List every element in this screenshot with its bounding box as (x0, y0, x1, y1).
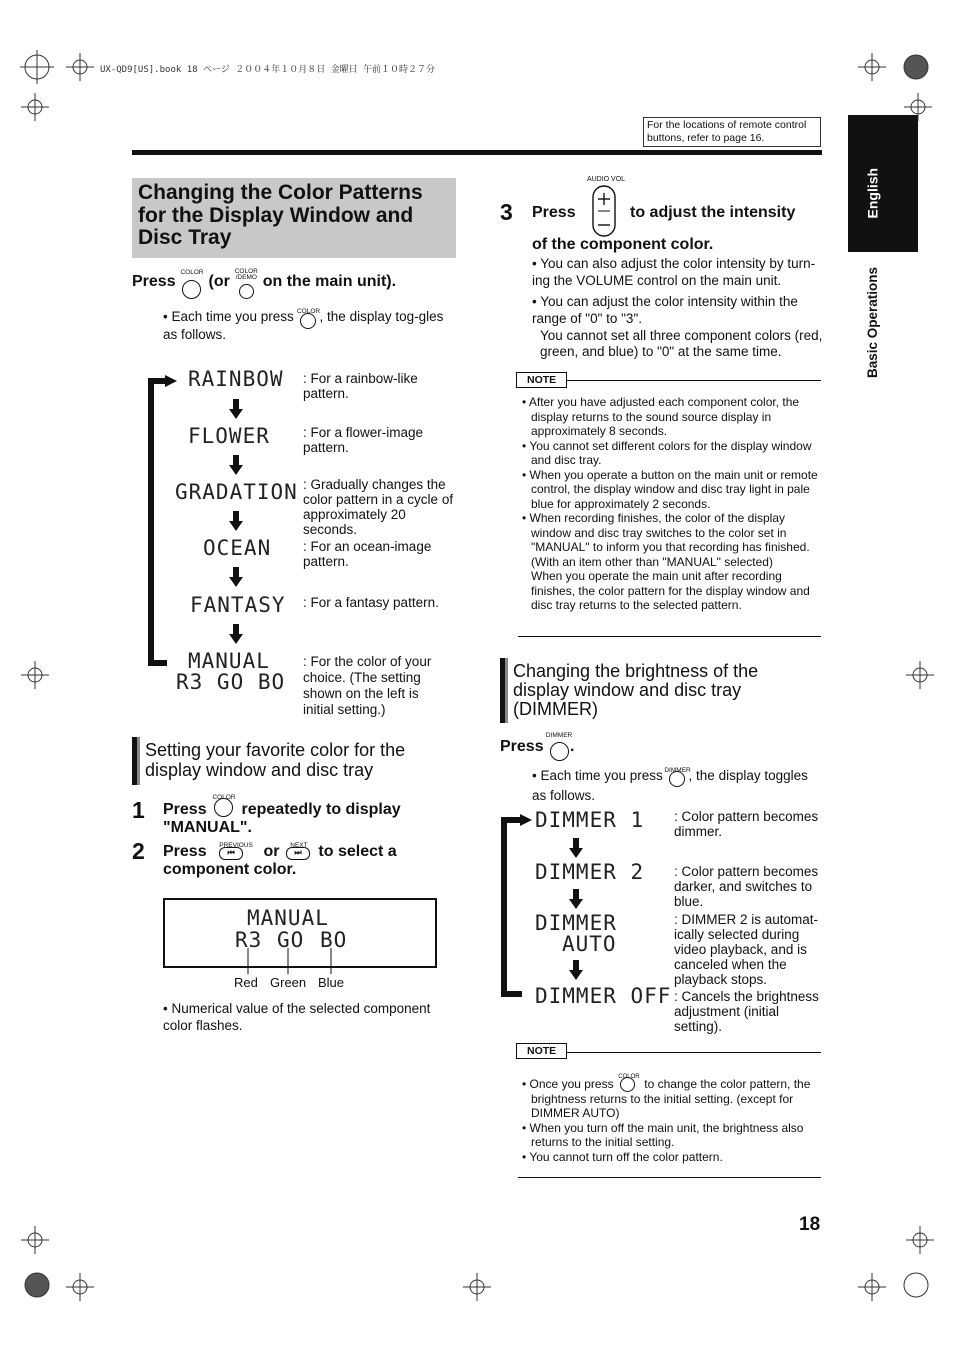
display-manual: MANUAL (247, 906, 329, 930)
down-arrow-icon (229, 624, 243, 644)
desc-flower: : For a flower-image pattern. (303, 425, 424, 455)
note-item: • You cannot set different colors for the display window and disc tray. (522, 438, 812, 467)
desc-manual: : For the color of your choice. (The setting shown on the left is initial setting.) (303, 654, 432, 717)
display-blue-value: BO (320, 928, 348, 952)
step3-press: Press (532, 204, 576, 221)
note-item: • Once you press COLOR to change the color pattern, the brightness returns to the initial setting. (except for DIMMER AUTO) (522, 1073, 811, 1121)
reference-box: For the locations of remote control buttons, refer to page 16. (643, 117, 821, 147)
color-button-icon (620, 1077, 635, 1092)
page-number: 18 (799, 1214, 821, 1235)
header-note: UX-QD9[US].book 18 ページ ２００４年１０月８日 金曜日 午前１０時２７分 (100, 65, 436, 75)
note-label: NOTE (516, 1043, 567, 1059)
desc-rainbow: : For a rainbow-like pattern. (303, 371, 418, 401)
bullet-dimmer-toggle: • Each time you press DIMMER , the display toggles as follows. (532, 767, 808, 803)
step3-bullet-3: You cannot set all three component colors (red, green, and blue) to "0" at the same time. (540, 328, 823, 359)
note-list (520, 1073, 820, 1164)
color-button-icon (300, 313, 316, 329)
down-arrow-icon (229, 399, 243, 419)
down-arrow-icon (229, 567, 243, 587)
desc-gradation: : Gradually changes the color pattern in a cycle of approximately 20 seconds. (303, 477, 454, 537)
step-number: 3 (500, 199, 513, 225)
lcd-dimmer-auto: DIMMER (535, 911, 617, 935)
desc-ocean: : For an ocean-image pattern. (303, 539, 432, 569)
display-green-value: GO (277, 928, 305, 952)
lcd-dimmer-2: DIMMER 2 (535, 860, 645, 884)
display-red-value: R3 (235, 928, 263, 952)
side-tab (848, 115, 918, 252)
down-arrow-icon (229, 455, 243, 475)
down-arrow-icon (569, 960, 583, 980)
subheading-bar (132, 737, 140, 785)
top-rule (132, 150, 822, 155)
note-item: When you operate the main unit after recording finishes, the color pattern for the display window and disc tray returns to the selected pattern. (531, 569, 810, 612)
bullet-numerical-value: • Numerical value of the selected component color flashes. (163, 1001, 431, 1033)
subheading-dimmer: Changing the brightness of the display window and disc tray (DIMMER) (513, 661, 759, 719)
down-arrow-icon (569, 838, 583, 858)
dimmer-cycle-loop-arrow (498, 814, 532, 998)
lcd-dimmer-1: DIMMER 1 (535, 808, 645, 832)
step3-text-cont: of the component color. (532, 236, 714, 253)
color-pointer-lines (230, 948, 360, 976)
lcd-rainbow: RAINBOW (188, 367, 284, 391)
step3-bullet-1: • You can also adjust the color intensity by turn-ing the VOLUME control on the main unit. (532, 256, 816, 288)
step1-instruction: Press COLOR repeatedly to display "MANUAL". (163, 794, 401, 836)
previous-button-icon: ⏮ (219, 847, 243, 860)
lcd-ocean: OCEAN (203, 536, 272, 560)
color-demo-button-icon (239, 284, 254, 299)
note-item: • When you operate a button on the main unit or remote control, the display window and disc tray light in pale blue for approximately 2 seconds. (522, 467, 818, 511)
desc-fantasy: : For a fantasy pattern. (303, 595, 439, 610)
label-red: Red (234, 975, 258, 990)
subheading-favorite-color: Setting your favorite color for the display window and disc tray (145, 740, 406, 780)
down-arrow-icon (229, 511, 243, 531)
lcd-manual: MANUAL (188, 649, 270, 673)
lcd-flower: FLOWER (188, 424, 270, 448)
label-green: Green (270, 975, 307, 990)
side-tab-language: English (864, 167, 881, 219)
step3-bullet-2: • You can adjust the color intensity within the range of "0" to "3". (532, 294, 798, 326)
note-label: NOTE (516, 372, 567, 388)
lcd-manual-values: R3 GO BO (176, 670, 286, 694)
cycle-loop-arrow (145, 375, 177, 667)
subheading-bar (500, 658, 508, 723)
note-item: • You cannot turn off the color pattern. (522, 1149, 723, 1164)
lcd-fantasy: FANTASY (190, 593, 286, 617)
desc-dimmer-auto: : DIMMER 2 is automat-ically selected during video playback, and is canceled when the playback stops. (674, 912, 819, 987)
note-item: • After you have adjusted each component color, the display returns to the sound source display in approximately 8 seconds. (522, 395, 800, 438)
note-item: • When you turn off the main unit, the brightness also returns to the initial setting. (522, 1120, 804, 1150)
lcd-gradation: GRADATION (175, 480, 298, 504)
press-color-instruction: Press COLOR (or COLOR /DEMO on the main unit). (132, 272, 462, 292)
step-number: 2 (132, 838, 145, 864)
press-dimmer-instruction: Press DIMMER . (500, 738, 575, 756)
lcd-dimmer-auto-2: AUTO (562, 932, 617, 956)
step2-instruction: Press PREVIOUS ⏮ or NEXT ⏭ to select a component color. (163, 842, 397, 879)
next-button-icon: ⏭ (286, 847, 310, 860)
bullet-color-toggle: • Each time you press COLOR , the display tog-gles as follows. (163, 308, 444, 343)
desc-dimmer-off: : Cancels the brightness adjustment (initial setting). (674, 989, 819, 1034)
note-item: • When recording finishes, the color of the display window and disc tray switches to the color set in "MANUAL" to inform you that recording has finished. (With an item other than "MANUAL" selected) (522, 511, 810, 569)
label-blue: Blue (318, 975, 345, 990)
color-button-icon (214, 798, 233, 817)
side-section-label: Basic Operations (865, 266, 880, 379)
dimmer-button-icon (669, 771, 685, 787)
desc-dimmer-2: : Color pattern becomes darker, and switches to blue. (674, 864, 819, 909)
color-button-icon (182, 280, 201, 299)
dimmer-button-icon (550, 742, 569, 761)
down-arrow-icon (569, 889, 583, 909)
volume-button-icon (592, 185, 616, 237)
desc-dimmer-1: : Color pattern becomes dimmer. (674, 809, 819, 839)
lcd-dimmer-off: DIMMER OFF (535, 984, 672, 1008)
step-number: 1 (132, 797, 145, 823)
step3-text: to adjust the intensity (630, 204, 796, 221)
note-list (520, 395, 822, 613)
registration-mark (25, 55, 49, 79)
section-title: Changing the Color Patterns for the Display Window and Disc Tray (132, 178, 456, 258)
